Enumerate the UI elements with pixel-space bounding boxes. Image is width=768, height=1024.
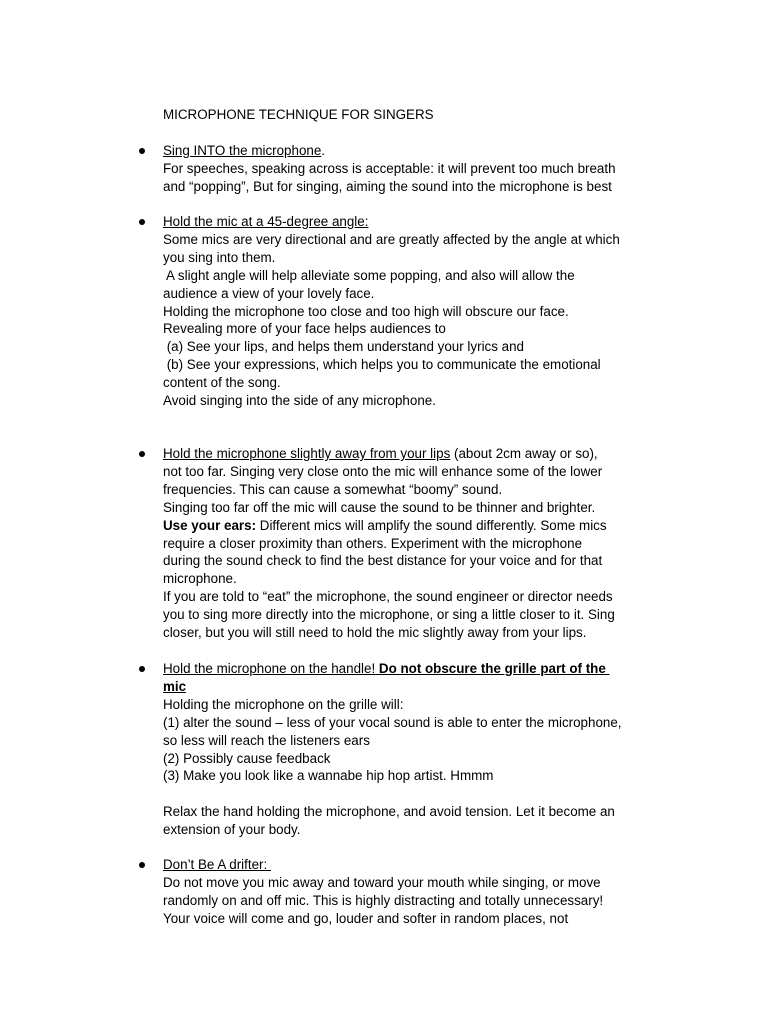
paragraph-line: and “popping”, But for singing, aiming the sound into the microphone is best (163, 178, 612, 194)
section-heading: Don’t Be A drifter: (163, 857, 271, 872)
paragraph-line: Avoid singing into the side of any microphone. (163, 393, 436, 409)
paragraph-line: microphone. (163, 571, 237, 587)
document-title: MICROPHONE TECHNIQUE FOR SINGERS (163, 107, 434, 122)
paragraph-line: frequencies. This can cause a somewhat “boomy” sound. (163, 481, 503, 497)
section-drifter (163, 856, 663, 928)
paragraph-line: content of the song. (163, 375, 281, 391)
paragraph-line: so less will reach the listeners ears (163, 732, 370, 748)
section-heading-line (163, 142, 663, 160)
section-heading: Sing INTO the microphone (163, 143, 322, 158)
paragraph-line: Your voice will come and go, louder and softer in random places, not (163, 910, 569, 926)
section-heading-line (163, 445, 663, 463)
paragraph-line: randomly on and off mic. This is highly distracting and totally unnecessary! (163, 892, 604, 908)
paragraph-line: Holding the microphone on the grille will: (163, 696, 404, 712)
section-heading-line (163, 856, 663, 874)
paragraph-line: Relax the hand holding the microphone, and avoid tension. Let it become an (163, 804, 615, 820)
paragraph-line: Some mics are very directional and are greatly affected by the angle at which (163, 231, 620, 247)
section-heading-line-2 (163, 678, 663, 696)
paragraph-line: A slight angle will help alleviate some popping, and also will allow the (163, 267, 575, 283)
bullet-icon (139, 148, 145, 154)
bullet-icon (139, 862, 145, 868)
paragraph-line: require a closer proximity than others. Experiment with the microphone (163, 535, 583, 551)
section-heading-bold: Do not obscure the grille part of the (375, 661, 610, 676)
paragraph-line: (a) See your lips, and helps them understand your lyrics and (163, 339, 524, 355)
section-heading-tail: (about 2cm away or so), (450, 446, 598, 461)
section-heading: Hold the mic at a 45-degree angle: (163, 214, 369, 229)
paragraph-line: If you are told to “eat” the microphone, the sound engineer or director needs (163, 589, 613, 605)
paragraph-line: not too far. Singing very close onto the mic will enhance some of the lower (163, 463, 603, 479)
section-heading-line (163, 660, 663, 678)
paragraph-line: (b) See your expressions, which helps you to communicate the emotional (163, 357, 601, 373)
paragraph-line: Do not move you mic away and toward your mouth while singing, or move (163, 874, 601, 890)
paragraph-line: For speeches, speaking across is acceptable: it will prevent too much breath (163, 160, 616, 176)
bullet-icon (139, 666, 145, 672)
paragraph-line: Holding the microphone too close and too high will obscure our face. (163, 303, 569, 319)
paragraph-line: Revealing more of your face helps audiences to (163, 321, 446, 337)
section-45-degree (163, 213, 663, 410)
section-heading-bold-2: mic (163, 678, 187, 694)
paragraph-line: Singing too far off the mic will cause the sound to be thinner and brighter. (163, 499, 596, 515)
bullet-icon (139, 451, 145, 457)
section-heading: Hold the microphone on the handle! (163, 661, 376, 676)
section-heading-line (163, 213, 663, 231)
paragraph-line (163, 517, 663, 535)
paragraph-line: (3) Make you look like a wannabe hip hop artist. Hmmm (163, 768, 494, 784)
bold-lead-tail: Different mics will amplify the sound differently. Some mics (256, 517, 607, 533)
paragraph-line: (2) Possibly cause feedback (163, 750, 331, 766)
bullet-icon (139, 219, 145, 225)
paragraph-line: you to sing more directly into the microphone, or sing a little closer to it. Sing (163, 607, 615, 623)
section-handle (163, 660, 663, 839)
section-heading: Hold the microphone slightly away from your lips (163, 446, 451, 461)
section-sing-into (163, 142, 663, 196)
section-distance (163, 445, 663, 642)
paragraph-line: closer, but you will still need to hold the mic slightly away from your lips. (163, 625, 587, 641)
paragraph-line: (1) alter the sound – less of your vocal sound is able to enter the microphone, (163, 714, 622, 730)
section-heading-tail: . (321, 143, 326, 158)
paragraph-line: audience a view of your lovely face. (163, 285, 375, 301)
paragraph-line: during the sound check to find the best distance for your voice and for that (163, 553, 603, 569)
paragraph-line: you sing into them. (163, 249, 276, 265)
bold-lead: Use your ears: (163, 517, 257, 533)
paragraph-line: extension of your body. (163, 822, 301, 838)
paragraph-gap (163, 785, 663, 803)
